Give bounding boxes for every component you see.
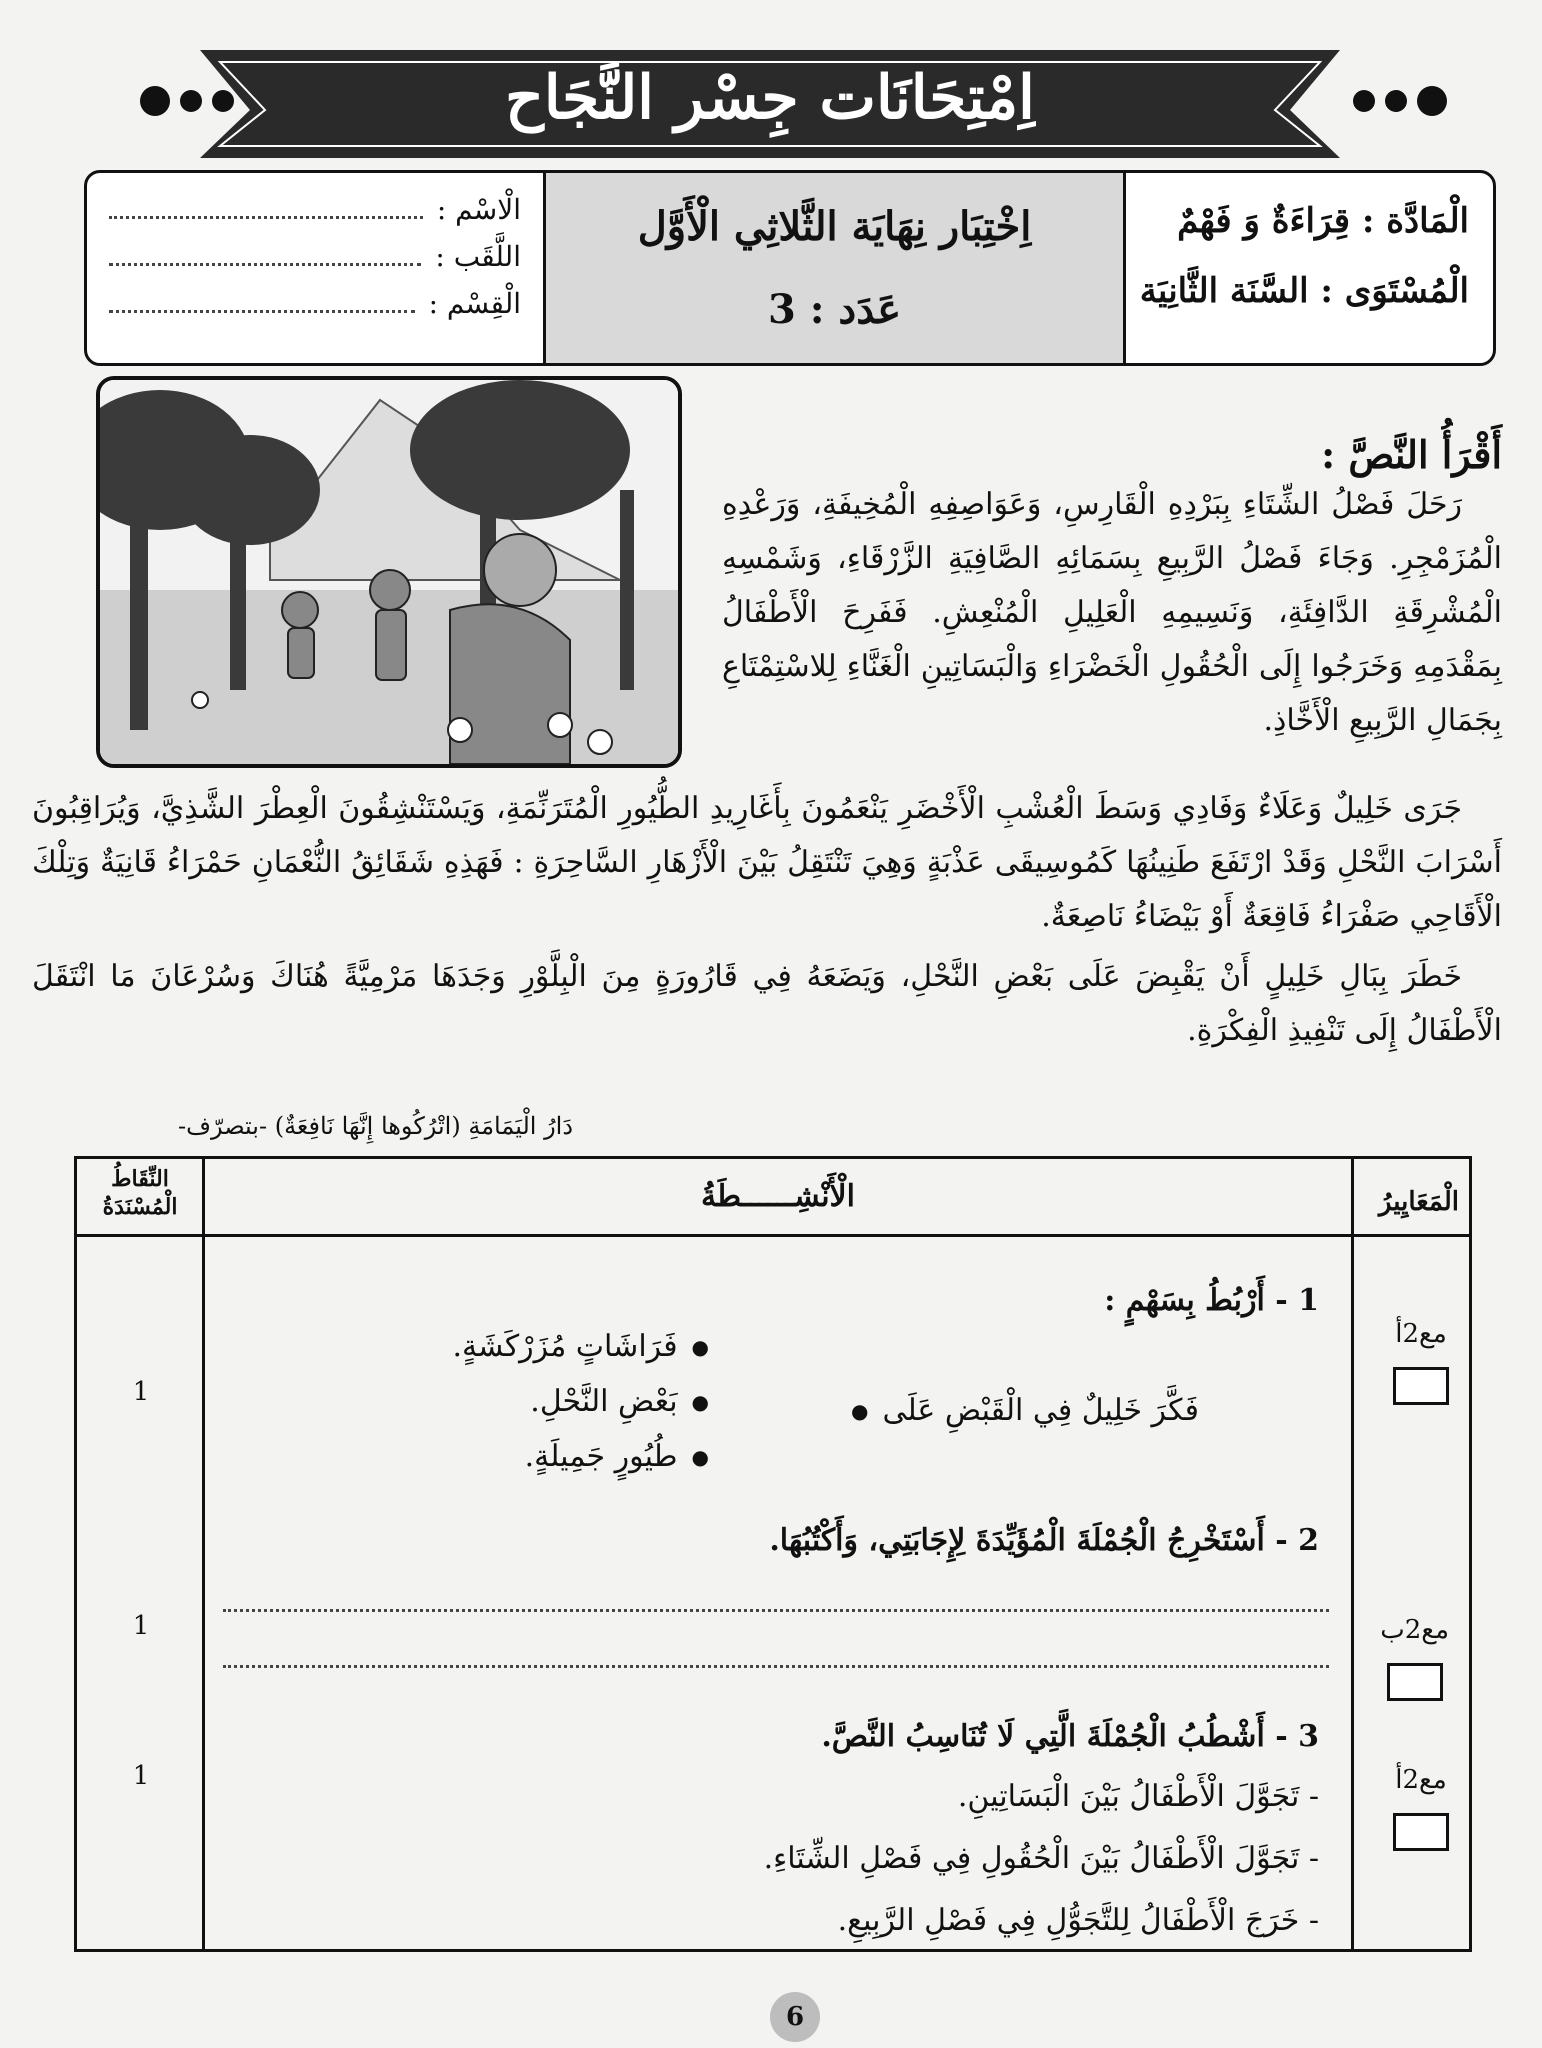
points-value: 1 [132, 1761, 150, 1791]
subject-info [1123, 173, 1493, 363]
banner-title: اِمْتِحَانَات جِسْر النَّجَاح [505, 62, 1035, 133]
page-number: 6 [770, 1992, 820, 2042]
answer-line-2[interactable] [223, 1665, 1329, 1668]
name-field[interactable] [109, 193, 521, 226]
criterion-3 [1393, 1765, 1449, 1851]
passage-paragraph-1: رَحَلَ فَصْلُ الشِّتَاءِ بِبَرْدِهِ الْقَارِسِ، وَعَوَاصِفِهِ الْمُخِيفَةِ، وَرَعْدِهِ الْمُزَمْجِرِ. وَجَاءَ فَصْلُ الرَّبِيعِ بِسَمَائِهِ الصَّافِيَةِ الزَّرْقَاءِ، وَشَمْسِهِ الْمُشْرِقَةِ الدَّافِئَةِ، وَنَسِيمِهِ الْعَلِيلِ الْمُنْعِشِ. فَفَرِحَ الْأَطْفَالُ بِمَقْدَمِهِ وَخَرَجُوا إِلَى الْحُقُولِ الْخَضْرَاءِ وَالْبَسَاتِينِ الْغَنَّاءِ لِلاسْتِمْتَاعِ بِجَمَالِ الرَّبِيعِ الْأَخَّاذِ. [722, 487, 1502, 738]
decorative-dots-left [140, 90, 234, 116]
reading-title: أَقْرَأُ النَّصَّ : [1321, 432, 1502, 477]
criterion-checkbox[interactable] [1393, 1813, 1449, 1851]
passage-paragraph-2: جَرَى خَلِيلٌ وَعَلَاءٌ وَفَادِي وَسَطَ الْعُشْبِ الْأَخْضَرِ يَنْعَمُونَ بِأَغَارِيدِ الطُّيُورِ الْمُتَرَنِّمَةِ، وَيَسْتَنْشِقُونَ الْعِطْرَ الشَّذِيَّ، وَيُرَاقِبُونَ أَسْرَابَ النَّحْلِ وَقَدْ ارْتَفَعَ طَنِينُهَا كَمُوسِيقَى عَذْبَةٍ وَهِيَ تَنْتَقِلُ بَيْنَ الْأَزْهَارِ السَّاحِرَةِ : فَهَذِهِ شَقَائِقُ النُّعْمَانِ حَمْرَاءُ قَانِيَةٌ وَتِلْكَ الْأَقَاحِي صَفْرَاءُ فَاقِعَةٌ أَوْ بَيْضَاءُ نَاصِعَةٌ. [32, 791, 1502, 934]
surname-input-line[interactable] [109, 246, 421, 266]
question-1: 1 - أَرْبُطُ بِسَهْمٍ : [1104, 1283, 1319, 1318]
subject-line: الْمَادَّة : قِرَاءَةٌ وَ فَهْمٌ [1177, 201, 1469, 241]
table-header-row [77, 1159, 1469, 1237]
exam-header [84, 170, 1496, 366]
header-points: النِّقَاطُ الْمُسْنَدَةُ [102, 1166, 178, 1220]
passage-paragraph-3: خَطَرَ بِبَالِ خَلِيلٍ أَنْ يَقْبِضَ عَلَى بَعْضِ النَّحْلِ، وَيَضَعَهُ فِي قَارُورَةٍ مِنَ الْبِلَّوْرِ وَجَدَهَا مَرْمِيَّةً هُنَاكَ وَسُرْعَانَ مَا انْتَقَلَ الْأَطْفَالُ إِلَى تَنْفِيذِ الْفِكْرَةِ. [32, 959, 1502, 1048]
title-banner [180, 40, 1360, 165]
matching-option[interactable]: ● طُيُورٍ جَمِيلَةٍ. [452, 1439, 709, 1474]
criterion-code: مع2أ [1395, 1765, 1447, 1795]
surname-field[interactable] [109, 240, 521, 273]
name-input-line[interactable] [109, 199, 423, 219]
matching-option[interactable]: ● فَرَاشَاتٍ مُزَرْكَشَةٍ. [452, 1329, 709, 1364]
choice-sentence[interactable]: - تَجَوَّلَ الْأَطْفَالُ بَيْنَ الْبَسَاتِينِ. [957, 1779, 1319, 1814]
exam-info [543, 173, 1123, 363]
matching-options [452, 1329, 709, 1474]
class-input-line[interactable] [109, 293, 415, 313]
class-field[interactable] [109, 287, 521, 320]
answer-line-1[interactable] [223, 1609, 1329, 1612]
class-label: الْقِسْم : [428, 287, 521, 320]
student-info [87, 173, 543, 363]
question-3: 3 - أَشْطُبُ الْجُمْلَةَ الَّتِي لَا تُنَاسِبُ النَّصَّ. [821, 1719, 1319, 1754]
surname-label: اللَّقَب : [435, 240, 521, 273]
spring-illustration [96, 376, 682, 768]
matching-option[interactable]: ● بَعْضِ النَّحْلِ. [452, 1384, 709, 1419]
passage-source: دَارُ الْيَمَامَةِ (اتْرُكُوها إِنَّهَا نَافِعَةٌ) -بتصرّف- [178, 1112, 574, 1140]
header-activities: الْأَنْشِــــــطَةُ [701, 1179, 855, 1214]
points-value: 1 [132, 1611, 150, 1641]
criterion-2 [1380, 1615, 1449, 1701]
choice-sentence[interactable]: - تَجَوَّلَ الْأَطْفَالُ بَيْنَ الْحُقُولِ فِي فَصْلِ الشِّتَاءِ. [763, 1841, 1319, 1876]
level-line: الْمُسْتَوَى : السَّنَة الثَّانِيَة [1139, 271, 1469, 311]
activities-table [74, 1156, 1472, 1952]
exam-title: اِخْتِبَار نِهَايَة الثَّلاثِي الْأَوَّل [637, 203, 1032, 250]
name-label: الْاسْم : [436, 193, 521, 226]
choice-sentence[interactable]: - خَرَجَ الْأَطْفَالُ لِلتَّجَوُّلِ فِي فَصْلِ الرَّبِيعِ. [837, 1903, 1319, 1938]
decorative-dots-right [1353, 90, 1447, 116]
points-column [77, 1159, 205, 1949]
criterion-code: مع2ب [1380, 1615, 1449, 1645]
matching-premise[interactable]: فَكَّرَ خَلِيلٌ فِي الْقَبْضِ عَلَى ● [851, 1393, 1199, 1428]
header-criteria: الْمَعَايِيرُ [1378, 1187, 1459, 1217]
criterion-1 [1393, 1319, 1449, 1405]
question-2: 2 - أَسْتَخْرِجُ الْجُمْلَةَ الْمُؤَيِّدَةَ لِإِجَابَتِي، وَأَكْتُبُهَا. [769, 1523, 1319, 1558]
points-value: 1 [132, 1377, 150, 1407]
criterion-checkbox[interactable] [1387, 1663, 1443, 1701]
criterion-code: مع2أ [1395, 1319, 1447, 1349]
children-in-field-image [100, 380, 678, 764]
exam-number: عَدَد : 3 [767, 286, 902, 333]
criterion-checkbox[interactable] [1393, 1367, 1449, 1405]
